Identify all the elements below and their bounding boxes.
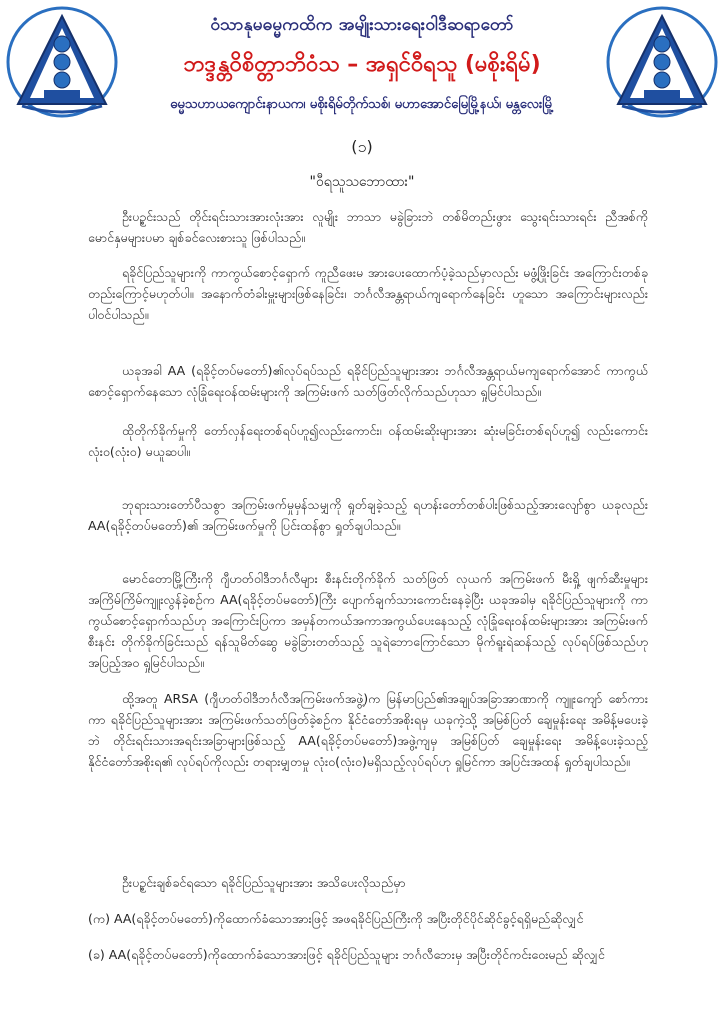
header-line-2: ဘဒ္ဒန္တဝိစိတ္တာဘိဝံသ – အရှင်ဝီရသူ (မစိုးရိမ်) bbox=[183, 52, 541, 77]
paragraph-3: ယခုအခါ AA (ရခိုင့်တပ်မတော်)၏လုပ်ရပ်သည် ရခိုင်ပြည်သူများအား ဘင်္ဂလီအန္တရာယ်မကျရောက်အောင် ကာကွယ်စောင့်ရှောက်နေသော လုံခြုံရေးဝန်ထမ်းများကို အကြမ်းဖက် သတ်ဖြတ်လိုက်သည်ဟုသာ ရှုမြင်ပါသည်။ bbox=[88, 363, 648, 399]
paragraph-1: ဦးပဥ္စင်းသည် တိုင်းရင်းသားအားလုံးအား လူမျိုး ဘာသာ မခွဲခြားဘဲ တစ်မိတည်းဖွား သွေးရင်းသားရင်း ညီအစ်ကို မောင်နှမများပမာ ချစ်ခင်လေးစားသူ ဖြစ်ပါသည်။ bbox=[88, 209, 648, 245]
paragraph-2: ရခိုင်ပြည်သူများကို ကာကွယ်စောင့်ရှောက် ကူညီဖေးမ အားပေးထောက်ပံ့ခဲ့သည်မှာလည်း မဖွံ့ဖြိုးခြင်း အကြောင်းတစ်ခုတည်းကြောင့်မဟုတ်ပါ။ အနောက်တံခါးမှူးများဖြစ်နေခြင်း၊ ဘင်္ဂလီအန္တရာယ်ကျရောက်နေခြင်း ဟူသော အကြောင်းများလည်း ပါဝင်ပါသည်။ bbox=[88, 265, 648, 322]
page-number: (၁) bbox=[351, 137, 373, 156]
letterhead bbox=[120, 8, 604, 115]
paragraph-5: ဘုရားသားတော်ပီသစွာ အကြမ်းဖက်မှုမှန်သမျှကို ရှုတ်ချခဲ့သည့် ရဟန်းတော်တစ်ပါးဖြစ်သည့်အားလျော်စွာ ယခုလည်း AA(ရခိုင့်တပ်မတော်)၏ အကြမ်းဖက်မှုကို ပြင်းထန်စွာ ရှုတ်ချပါသည်။ bbox=[88, 497, 648, 533]
document-title: "ဝီရသူသဘောထား" bbox=[309, 174, 415, 190]
header-line-3: ဓမ္မသဟာယကျောင်းနာယက၊ မစိုးရိမ်တိုက်သစ်၊ မဟာအောင်မြေမြို့နယ်၊ မန္တလေးမြို့ bbox=[170, 97, 554, 112]
paragraph-4: ထိုတိုက်ခိုက်မှုကို တော်လှန်ရေးတစ်ရပ်ဟူ၍လည်းကောင်း၊ ဝန်ထမ်းဆိုးများအား ဆုံးမခြင်းတစ်ရပ်ဟူ၍ လည်းကောင်း လုံးဝ(လုံးဝ) မယူဆပါ။ bbox=[88, 423, 648, 459]
paragraph-7: ထို့အတူ ARSA (ဂျီဟတ်ဝါဒီဘင်္ဂလီအကြမ်းဖက်အဖွဲ့)က မြန်မာပြည်၏အချုပ်အခြာအာဏာကို ကျူးကျော် စော်ကားကာ ရခိုင်ပြည်သူများအား အကြမ်းဖက်သတ်ဖြတ်ခဲ့စဉ်က နိုင်ငံတော်အစိုးရမှ ယခုကဲ့သို့ အမြစ်ပြတ် ချေမှုန်းရေး အမိန့်မပေးခဲ့ဘဲ တိုင်းရင်းသားအရင်းအခြာများဖြစ်သည့် AA(ရခိုင့်တပ်မတော်)အဖွဲ့ကျမှ အမြစ်ပြတ် ချေမှုန်းရေး အမိန့်ပေးခဲ့သည့် နိုင်ငံတော်အစိုးရ၏ လုပ်ရပ်ကိုလည်း တရားမျှတမှု လုံးဝ(လုံးဝ)မရှိသည့်လုပ်ရပ်ဟု ရှုမြင်ကာ အပြင်းအထန် ရှုတ်ချပါသည်။ bbox=[88, 691, 648, 769]
list-item: (ခ) AA(ရခိုင့်တပ်မတော်)ကိုထောက်ခံသောအားဖြင့် ရခိုင်ပြည်သူများ ဘင်္ဂလီဘေးမှ အပြီးတိုင်ကင်းဝေးမည် ဆိုလျှင် bbox=[88, 947, 605, 962]
emblem-logo-left bbox=[6, 6, 118, 118]
list-item: (က) AA(ရခိုင့်တပ်မတော်)ကိုထောက်ခံသောအားဖြင့် အဖရခိုင်ပြည်ကြီးကို အပြီးတိုင်ပိုင်ဆိုင်ခွင့်ရရှိမည်ဆိုလျှင် bbox=[88, 911, 584, 926]
closing-intro: ဦးပဥ္စင်းချစ်ခင်ရသော ရခိုင်ပြည်သူများအား အသိပေးလိုသည်မှာ bbox=[122, 875, 406, 890]
emblem-logo-right bbox=[606, 6, 718, 118]
header-line-1: ဝံသာနုမဓမ္မကထိက အမျိုးသားရေးဝါဒီဆရာတော် bbox=[210, 15, 514, 35]
paragraph-6: မောင်တောမြို့ကြီးကို ဂျီဟတ်ဝါဒီဘင်္ဂလီများ စီးနင်းတိုက်ခိုက် သတ်ဖြတ် လုယက် အကြမ်းဖက် မီးရှို့ ဖျက်ဆီးမှုများ အကြိမ်ကြိမ်ကျူးလွန်ခဲ့စဉ်က AA(ရခိုင့်တပ်မတော်)ကြီး ပျောက်ချက်သားကောင်းနေခဲ့ပြီး ယခုအခါမှ ရခိုင်ပြည်သူများကို ကာကွယ်စောင့်ရှောက်သည်ဟု အကြောင်းပြကာ အမှန်တကယ်အကာအကွယ်ပေးနေသည့် လုံခြုံရေးဝန်ထမ်းများအား အကြမ်းဖက်စီးနင်း တိုက်ခိုက်ခြင်းသည် ရန်သူမိတ်ဆွေ မခွဲခြားတတ်သည့် သူရဲဘောကြောင်သော မိုက်ရူးရဲဆန်သည့် လုပ်ရပ်ဖြစ်သည်ဟု အပြည့်အဝ ရှုမြင်ပါသည်။ bbox=[88, 571, 648, 670]
